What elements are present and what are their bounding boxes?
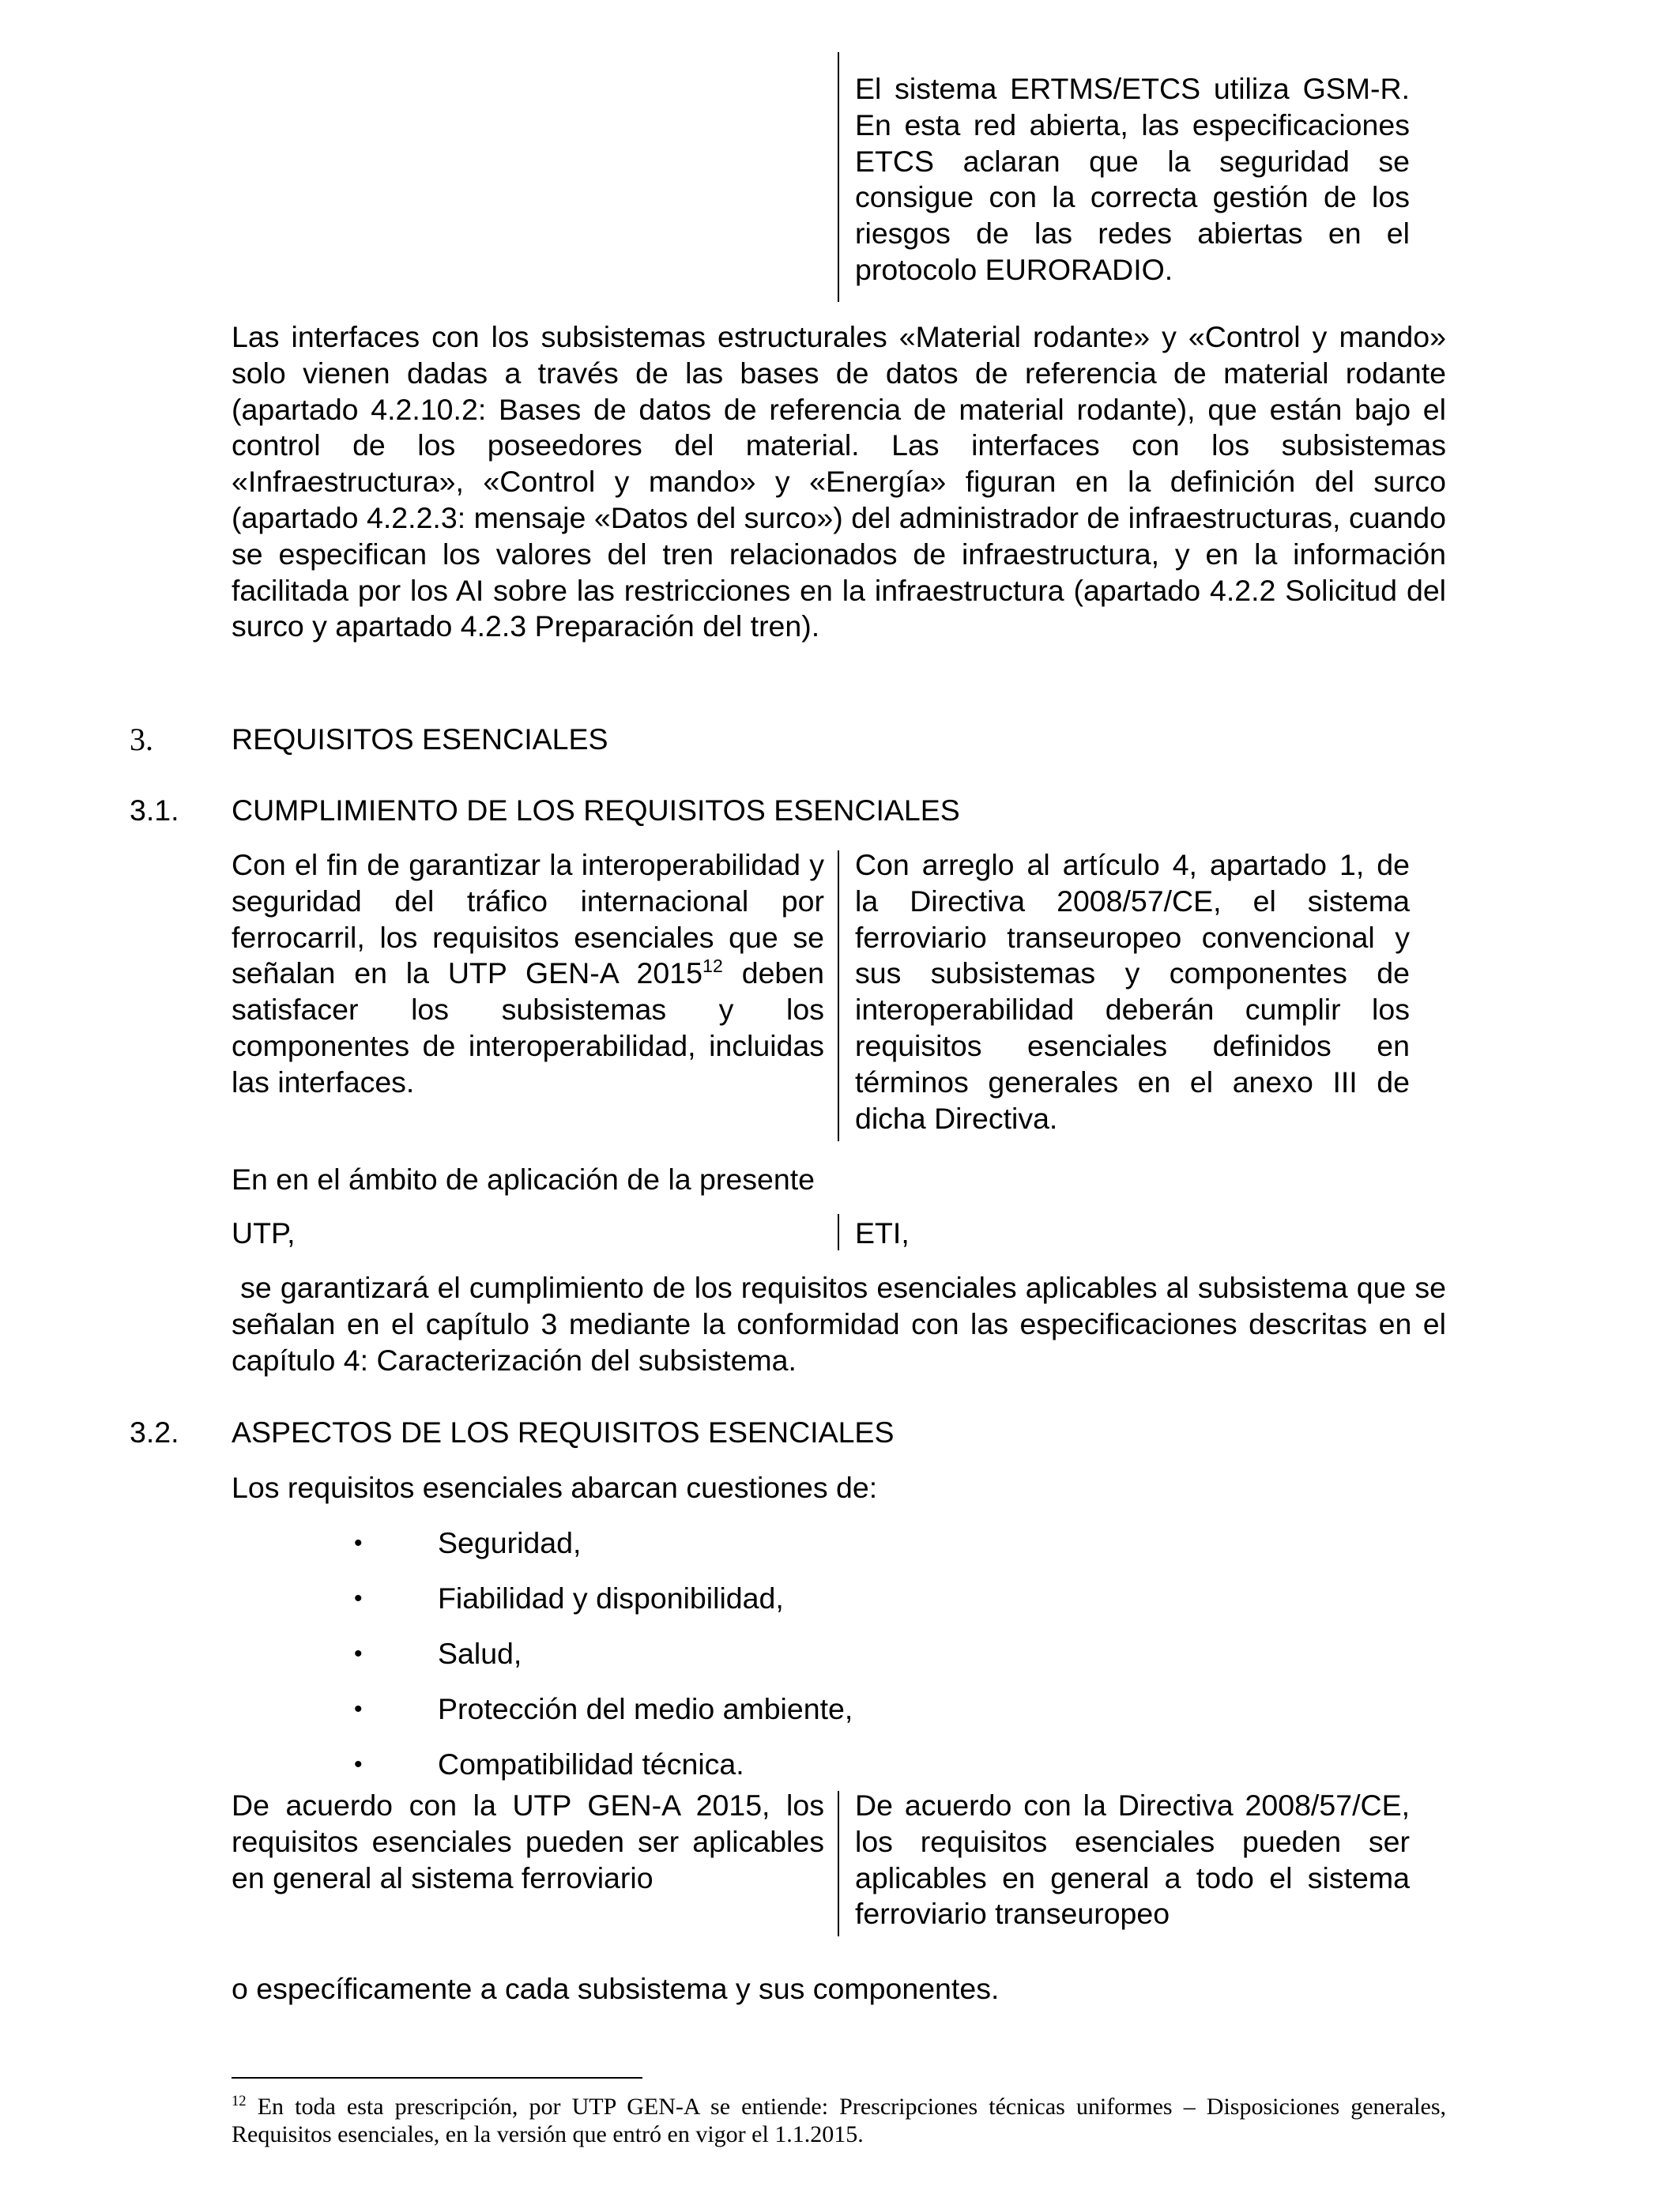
s32-closing: o específicamente a cada subsistema y sus componentes. [232, 1972, 1000, 2005]
scope-right: ETI, [855, 1216, 910, 1250]
bullet-list [354, 1516, 1302, 1793]
list-item [354, 1682, 1302, 1737]
section-3-1-number: 3.1. [130, 794, 179, 827]
column-divider-s31 [838, 850, 839, 1141]
s32-right-column: De acuerdo con la Directiva 2008/57/CE, los requisitos esenciales pueden ser aplicables en general a todo el sistema ferroviario transeuropeo [855, 1789, 1410, 1931]
list-item [354, 1571, 1302, 1627]
column-divider-top [838, 52, 839, 302]
bullet-symbol: • [354, 1641, 363, 1667]
footnote-number: 12 [232, 2092, 247, 2109]
s31-left-text-rest: deben satisfacer los subsistemas y los componentes de interoperabilidad, incluidas las interfaces. [232, 956, 824, 1099]
s31-left-text: Con el fin de garantizar la interoperabilidad y seguridad del tráfico internacional por ferrocarril, los requisitos esenciales que se señalan en la UTP GEN-A 2015 [232, 848, 824, 990]
bullet-text: Salud, [438, 1637, 522, 1670]
scope-left: UTP, [232, 1216, 296, 1250]
bullet-text: Protección del medio ambiente, [438, 1692, 853, 1725]
bullet-symbol: • [354, 1530, 363, 1556]
s32-left-column: De acuerdo con la UTP GEN-A 2015, los requisitos esenciales pueden ser aplicables en general al sistema ferroviario [232, 1789, 824, 1894]
bullet-text: Fiabilidad y disponibilidad, [438, 1581, 784, 1615]
bullet-symbol: • [354, 1585, 363, 1612]
footnote-ref: 12 [702, 956, 723, 977]
footnote-separator [232, 2077, 642, 2079]
list-item [354, 1737, 1302, 1793]
scope-line: En en el ámbito de aplicación de la presente [232, 1163, 815, 1196]
column-divider-scope [838, 1214, 839, 1250]
list-item [354, 1516, 1302, 1571]
guarantee-paragraph: se garantizará el cumplimiento de los requisitos esenciales aplicables al subsistema que se señalan en el capítulo 3 mediante la conformidad con las especificaciones descritas en el capítulo 4: Caracterización del subsistema. [232, 1271, 1455, 1377]
section-3-2-title: ASPECTOS DE LOS REQUISITOS ESENCIALES [232, 1416, 895, 1449]
interfaces-paragraph: Las interfaces con los subsistemas estructurales «Material rodante» y «Control y mando» solo vienen dadas a través de las bases de datos de referencia de material rodante (apartado 4.2.10.2: Bases de datos de referencia de material rodante), que están bajo el control de los poseedores del material. Las interfaces con los subsistemas «Infraestructura», «Control y mando» y «Energía» figuran en la definición del surco (apartado 4.2.2.3: mensaje «Datos del surco») del administrador de infraestructuras, cuando se especifican los valores del tren relacionados de infraestructura, y en la información facilitada por los AI sobre las restricciones en la infraestructura (apartado 4.2.2 Solicitud del surco y apartado 4.2.3 Preparación del tren). [232, 320, 1446, 643]
s31-left-column [232, 847, 824, 1101]
s32-intro: Los requisitos esenciales abarcan cuestiones de: [232, 1471, 878, 1504]
section-3-number: 3. [130, 722, 153, 757]
s31-right-column: Con arreglo al artículo 4, apartado 1, de la Directiva 2008/57/CE, el sistema ferroviario transeuropeo convencional y sus subsistemas y componentes de interoperabilidad deberán cumplir los requisitos esenciales definidos en términos generales en el anexo III de dicha Directiva. [855, 848, 1410, 1135]
section-3-2-number: 3.2. [130, 1416, 179, 1449]
section-3-title: REQUISITOS ESENCIALES [232, 722, 608, 756]
section-3-1-title: CUMPLIMIENTO DE LOS REQUISITOS ESENCIALES [232, 794, 960, 827]
column-divider-s32 [838, 1791, 839, 1936]
bullet-text: Compatibilidad técnica. [438, 1747, 744, 1781]
footnote [232, 2093, 1446, 2148]
footnote-text: En toda esta prescripción, por UTP GEN-A se entiende: Prescripciones técnicas uniformes – Disposiciones generales, Requisitos esenciales, en la versión que entró en vigor el 1.1.2015. [232, 2094, 1446, 2147]
bullet-symbol: • [354, 1696, 363, 1722]
bullet-text: Seguridad, [438, 1526, 582, 1559]
bullet-symbol: • [354, 1751, 363, 1777]
list-item [354, 1627, 1302, 1682]
etcs-column-text: El sistema ERTMS/ETCS utiliza GSM-R. En esta red abierta, las especificaciones ETCS aclaran que la seguridad se consigue con la correcta gestión de los riesgos de las redes abiertas en el protocolo EURORADIO. [855, 72, 1410, 286]
